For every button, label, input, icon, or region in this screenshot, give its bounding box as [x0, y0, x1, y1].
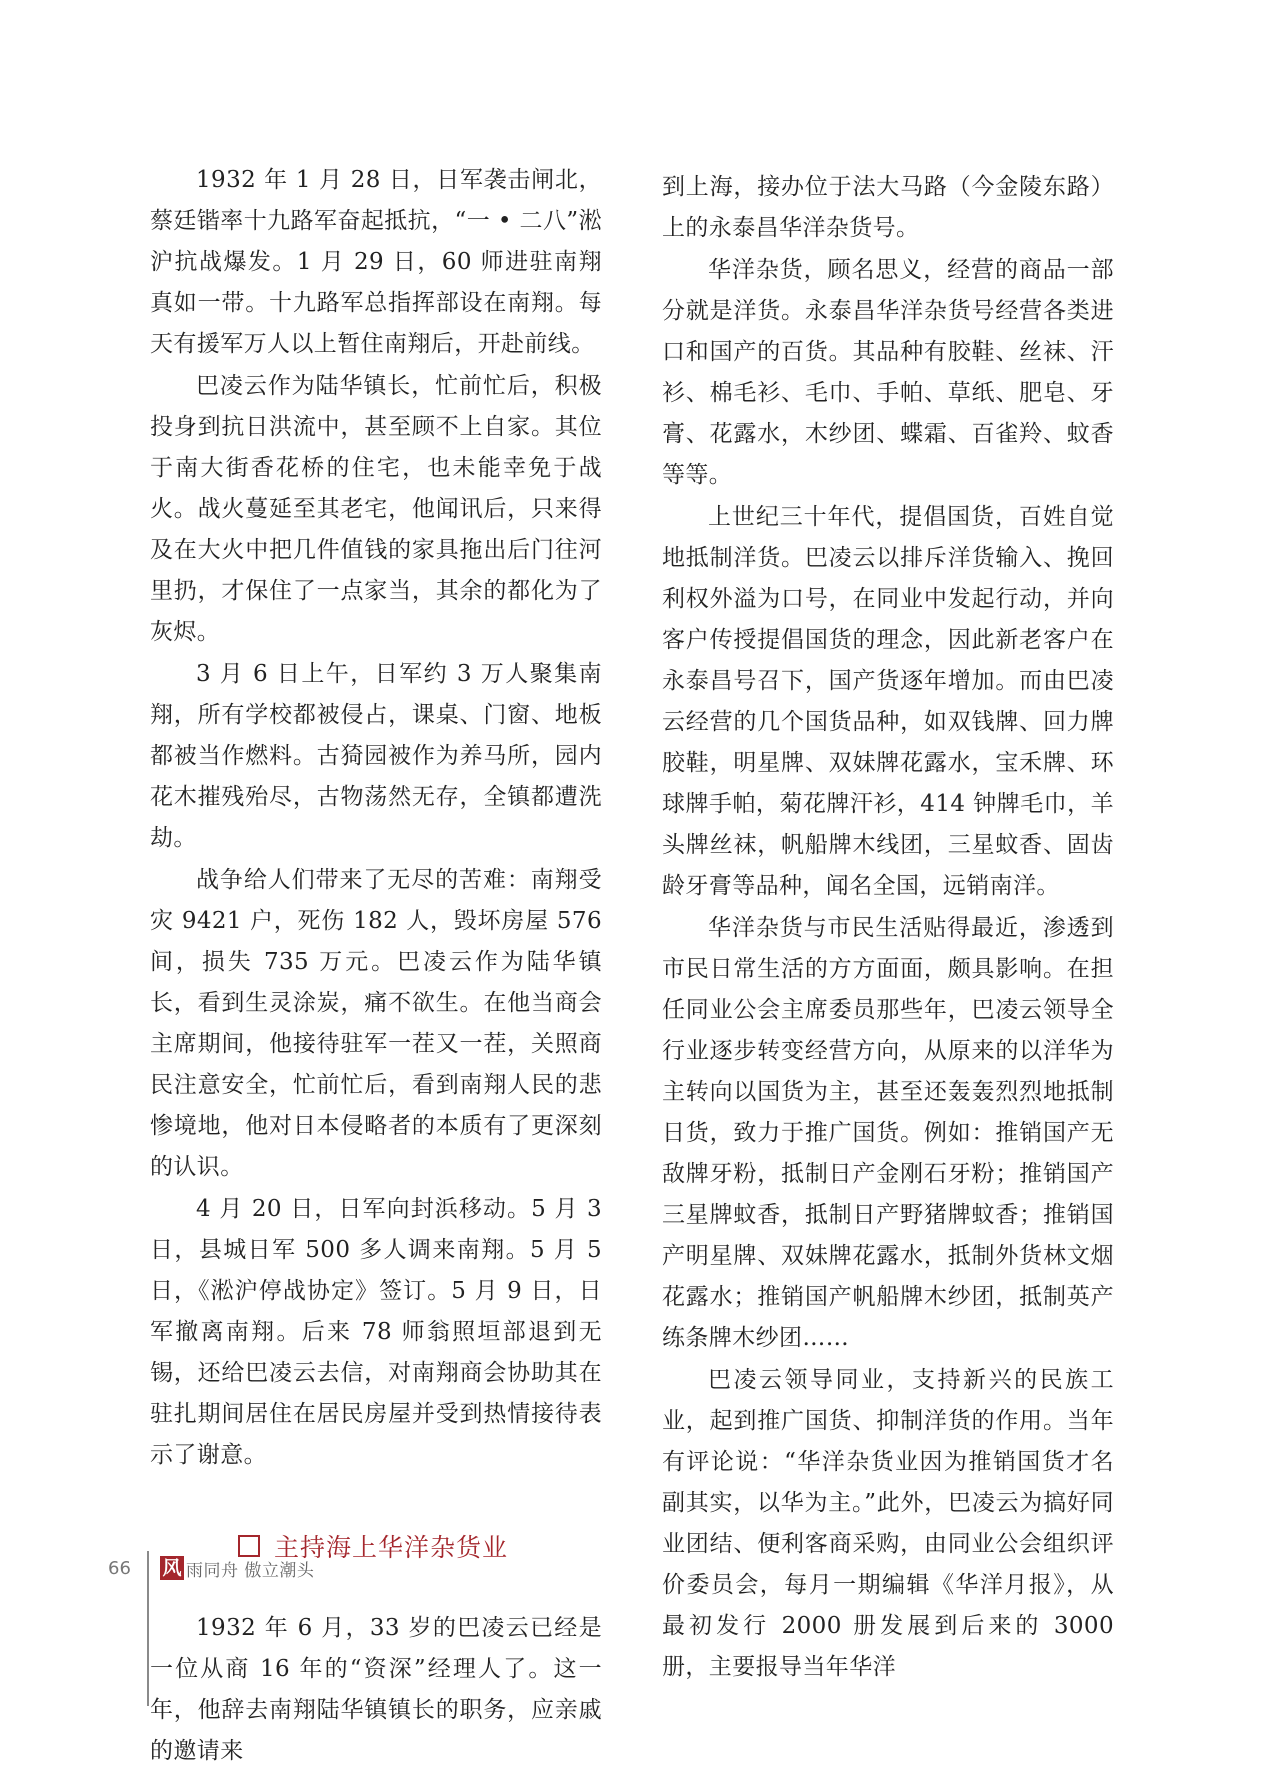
paragraph: 4 月 20 日，日军向封浜移动。5 月 3 日，县城日军 500 多人调来南翔。5 月 5 日，《淞沪停战协定》签订。5 月 9 日，日军撤离南翔。后来 78 师翁照垣部退到无锡，还给巴凌云去信，对南翔商会协助其在驻扎期间居住在居民房屋并受到热情接待表示了谢意。: [150, 1196, 602, 1468]
magazine-logo: [160, 1556, 314, 1581]
paragraph: 1932 年 1 月 28 日，日军袭击闸北，蔡廷锴率十九路军奋起抵抗，“一 • 二八”淞沪抗战爆发。1 月 29 日，60 师进驻南翔真如一带。十九路军总指挥部设在南翔。每天有援军万人以上暂住南翔后，开赴前线。: [150, 167, 602, 357]
paragraph: 华洋杂货，顾名思义，经营的商品一部分就是洋货。永泰昌华洋杂货号经营各类进口和国产的百货。其品种有胶鞋、丝袜、汗衫、棉毛衫、毛巾、手帕、草纸、肥皂、牙膏、花露水，木纱团、蝶霜、百雀羚、蚊香等等。: [662, 257, 1114, 488]
paragraph: 巴凌云作为陆华镇长，忙前忙后，积极投身到抗日洪流中，甚至顾不上自家。其位于南大街香花桥的住宅，也未能幸免于战火。战火蔓延至其老宅，他闻讯后，只来得及在大火中把几件值钱的家具拖出后门往河里扔，才保住了一点家当，其余的都化为了灰烬。: [150, 373, 602, 645]
paragraph: 华洋杂货与市民生活贴得最近，渗透到市民日常生活的方方面面，颇具影响。在担任同业公会主席委员那些年，巴凌云领导全行业逐步转变经营方向，从原来的以洋华为主转向以国货为主，甚至还轰轰烈烈地抵制日货，致力于推广国货。例如：推销国产无敌牌牙粉，抵制日产金刚石牙粉；推销国产三星牌蚊香，抵制日产野猪牌蚊香；推销国产明星牌、双妹牌花露水，抵制外货林文烟花露水；推销国产帆船牌木纱团，抵制英产练条牌木纱团……: [662, 915, 1114, 1351]
left-column: [150, 160, 602, 1772]
paragraph: 巴凌云领导同业，支持新兴的民族工业，起到推广国货、抑制洋货的作用。当年有评论说：“华洋杂货业因为推销国货才名副其实，以华为主。”此外，巴凌云为搞好同业团结、便利客商采购，由同业公会组织评价委员会，每月一期编辑《华洋月报》，从最初发行 2000 册发展到后来的 3000 册，主要报导当年华洋: [662, 1367, 1114, 1680]
page-footer: [108, 1553, 314, 1583]
paragraph: 战争给人们带来了无尽的苦难：南翔受灾 9421 户，死伤 182 人，毁坏房屋 576 间，损失 735 万元。巴凌云作为陆华镇长，看到生灵涂炭，痛不欲生。在他当商会主席期间，他接待驻军一茬又一茬，关照商民注意安全，忙前忙后，看到南翔人民的悲惨境地，他对日本侵略者的本质有了更深刻的认识。: [150, 867, 602, 1180]
paragraph-continuation: 到上海，接办位于法大马路（今金陵东路）上的永泰昌华洋杂货号。: [662, 174, 1114, 241]
section-heading-text: 主持海上华洋杂货业: [274, 1533, 509, 1562]
magazine-name: 雨同舟 傲立潮头: [186, 1560, 315, 1581]
paragraph: 1932 年 6 月，33 岁的巴凌云已经是一位从商 16 年的“资深”经理人了。这一年，他辞去南翔陆华镇镇长的职务，应亲戚的邀请来: [150, 1615, 602, 1764]
paragraph: 上世纪三十年代，提倡国货，百姓自觉地抵制洋货。巴凌云以排斥洋货输入、挽回利权外溢为口号，在同业中发起行动，并向客户传授提倡国货的理念，因此新老客户在永泰昌号召下，国产货逐年增加。而由巴凌云经营的几个国货品种，如双钱牌、回力牌胶鞋，明星牌、双妹牌花露水，宝禾牌、环球牌手帕，菊花牌汗衫，414 钟牌毛巾，羊头牌丝袜，帆船牌木线团，三星蚊香、固齿龄牙膏等品种，闻名全国，远销南洋。: [662, 504, 1114, 899]
right-column: [662, 167, 1114, 1688]
paragraph: 3 月 6 日上午，日军约 3 万人聚集南翔，所有学校都被侵占，课桌、门窗、地板都被当作燃料。古猗园被作为养马所，园内花木摧残殆尽，古物荡然无存，全镇都遭洗劫。: [150, 661, 602, 851]
logo-char: 风: [160, 1556, 184, 1580]
page-number: 66: [108, 1557, 131, 1579]
